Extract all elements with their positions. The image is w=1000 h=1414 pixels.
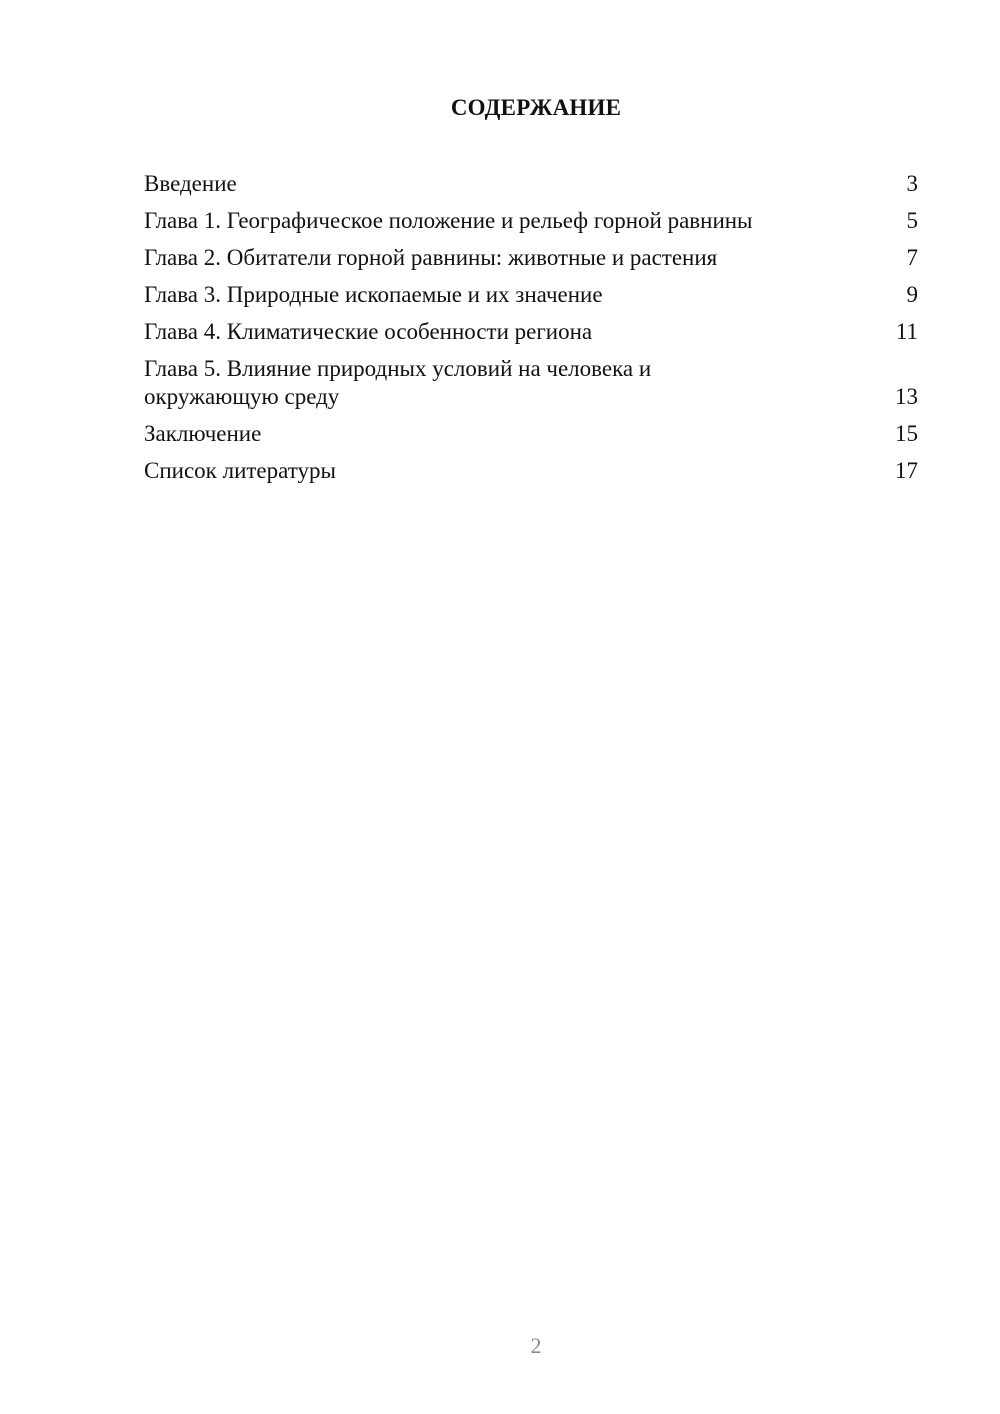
page-number: 2 [530, 1333, 542, 1358]
toc-entry-title: Глава 2. Обитатели горной равнины: животные и растения [144, 245, 718, 270]
toc-entry-title: Глава 5. Влияние природных условий на человека и окружающую среду [144, 356, 652, 409]
toc-entry [144, 457, 918, 485]
toc-entry-page: 3 [906, 171, 918, 196]
toc-entry [144, 170, 918, 198]
toc-entry [144, 318, 918, 346]
toc-entry-page: 7 [906, 245, 918, 270]
toc-entry-page: 17 [895, 458, 918, 483]
toc-entry [144, 420, 918, 448]
toc-entry [144, 355, 918, 411]
toc-entry [144, 207, 918, 235]
toc-entry-page: 13 [895, 384, 918, 409]
toc-entry-title: Глава 3. Природные ископаемые и их значение [144, 282, 603, 307]
toc-entry [144, 281, 918, 309]
toc-entry [144, 244, 918, 272]
toc-entry-title: Глава 1. Географическое положение и рельеф горной равнины [144, 208, 753, 233]
toc-entry-title: Список литературы [144, 458, 336, 483]
toc-entry-title: Заключение [144, 421, 262, 446]
toc-entry-title: Глава 4. Климатические особенности региона [144, 319, 593, 344]
toc-entry-page: 11 [895, 319, 918, 344]
toc-entry-title: Введение [144, 171, 237, 196]
toc-entry-page: 9 [906, 282, 918, 307]
toc-entry-page: 5 [906, 208, 918, 233]
toc-entry-page: 15 [895, 421, 918, 446]
toc-heading: СОДЕРЖАНИЕ [450, 95, 622, 120]
table-of-contents [144, 170, 918, 494]
